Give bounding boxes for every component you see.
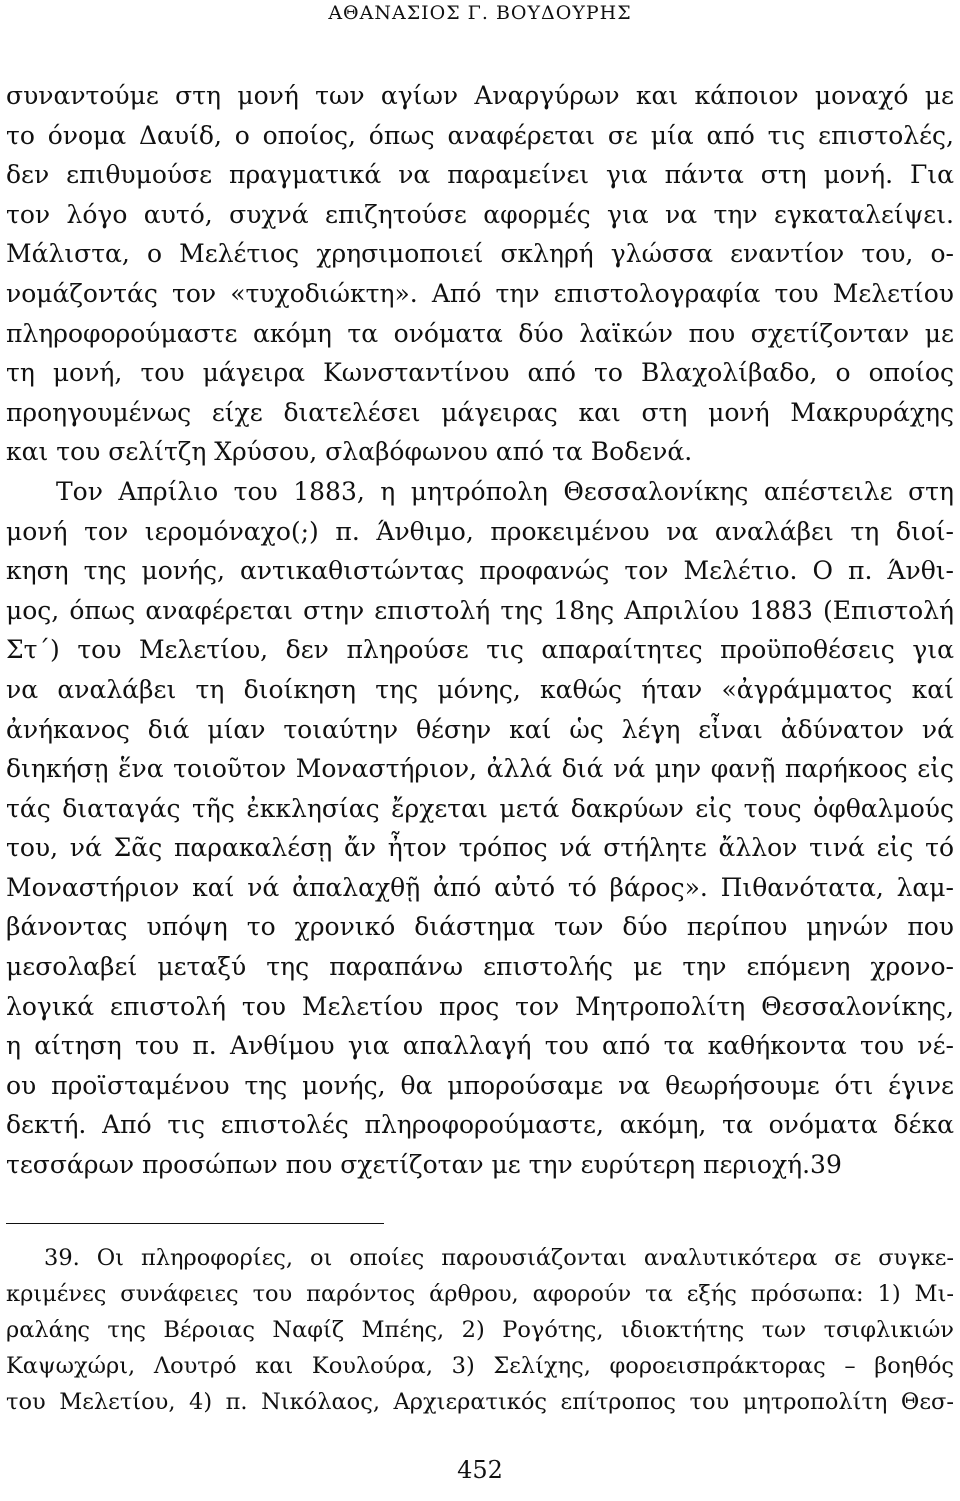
- footnote-line: ραλάης της Βέροιας Ναφίζ Μπέης, 2) Ρογότης, ιδιοκτήτης των τσιφλικιών: [6, 1317, 954, 1343]
- text-line: ου προϊσταμένου της μονής, θα μπορούσαμε να θεωρήσουμε ότι έγινε: [6, 1070, 954, 1100]
- text-line: τη μονή, του μάγειρα Κωνσταντίνου από το Βλαχολίβαδο, ο οποίος: [6, 358, 954, 388]
- footnote-line: 39. Οι πληροφορίες, οι οποίες παρουσιάζονται αναλυτικότερα σε συγκε-: [44, 1245, 954, 1271]
- text-line: διηκήσῃ ἕνα τοιοῦτον Μοναστήριον, ἀλλά διά νά μην φανῇ παρήκοος εἰς: [6, 754, 954, 784]
- text-line: συναντούμε στη μονή των αγίων Αναργύρων και κάποιον μοναχό με: [6, 81, 954, 110]
- text-line: μος, όπως αναφέρεται στην επιστολή της 18ης Απριλίου 1883 (Επιστολή: [6, 595, 954, 625]
- text-line: μονή τον ιερομόναχο(;) π. Άνθιμο, προκειμένου να αναλάβει τη διοί-: [6, 516, 954, 546]
- text-line: λογικά επιστολή του Μελετίου προς τον Μητροπολίτη Θεσσαλονίκης,: [6, 991, 954, 1021]
- footnote-line: Καψωχώρι, Λουτρό και Κουλούρα, 3) Σελίχης, φοροεισπράκτορας – βοηθός: [6, 1353, 954, 1379]
- footnote-divider: [6, 1223, 384, 1224]
- text-line: τον λόγο αυτό, συχνά επιζητούσε αφορμές για να την εγκαταλείψει.: [6, 199, 954, 229]
- footnote-line: του Μελετίου, 4) π. Νικόλαος, Αρχιερατικός επίτροπος του μητροπολίτη Θεσ-: [6, 1389, 954, 1415]
- text-line: του, νά Σᾶς παρακαλέσῃ ἄν ἦτον τρόπος νά στήλητε ἄλλον τινά εἰς τό: [6, 833, 954, 863]
- main-text: [6, 76, 954, 1185]
- text-line: και του σελίτζη Χρύσου, σλαβόφωνου από τα Βοδενά.: [6, 437, 693, 467]
- text-line: κηση της μονής, αντικαθιστώντας προφανώς τον Μελέτιο. Ο π. Άνθι-: [6, 556, 954, 586]
- text-line: Τον Απρίλιο του 1883, η μητρόπολη Θεσσαλονίκης απέστειλε στη: [56, 476, 954, 506]
- page-number: 452: [457, 1456, 503, 1484]
- text-line: η αίτηση του π. Ανθίμου για απαλλαγή του από τα καθήκοντα του νέ-: [6, 1031, 954, 1061]
- text-line: μεσολαβεί μεταξύ της παραπάνω επιστολής με την επόμενη χρονο-: [6, 952, 954, 982]
- text-line: τεσσάρων προσώπων που σχετίζοταν με την ευρύτερη περιοχή.39: [6, 1150, 842, 1180]
- running-head: ΑΘΑΝΑΣΙΟΣ Γ. ΒΟΥΔΟΥΡΗΣ: [328, 2, 632, 24]
- text-line: ἀνήκανος διά μίαν τοιαύτην θέσην καί ὡς λέγη εἶναι ἀδύνατον νά: [6, 714, 954, 744]
- text-line: πληροφορούμαστε ακόμη τα ονόματα δύο λαϊκών που σχετίζονταν με: [6, 318, 954, 348]
- text-line: νομάζοντάς τον «τυχοδιώκτη». Από την επιστολογραφία του Μελετίου: [6, 278, 954, 308]
- text-line: δεκτή. Από τις επιστολές πληροφορούμαστε, ακόμη, τα ονόματα δέκα: [6, 1110, 954, 1140]
- text-line: να αναλάβει τη διοίκηση της μόνης, καθώς ήταν «ἀγράμματος καί: [6, 674, 954, 704]
- footnote-line: κριμένες συνάφειες του παρόντος άρθρου, αφορούν τα εξής πρόσωπα: 1) Μι-: [6, 1281, 954, 1307]
- text-line: Μοναστήριον καί νά ἀπαλαχθῇ ἀπό αὐτό τό βάρος». Πιθανότατα, λαμ-: [6, 872, 954, 902]
- text-line: προηγουμένως είχε διατελέσει μάγειρας και στη μονή Μακρυράχης: [6, 397, 954, 427]
- text-line: δεν επιθυμούσε πραγματικά να παραμείνει για πάντα στη μονή. Για: [6, 160, 954, 190]
- text-line: το όνομα Δαυίδ, ο οποίος, όπως αναφέρεται σε μία από τις επιστολές,: [6, 120, 954, 150]
- text-line: Στ΄) του Μελετίου, δεν πληρούσε τις απαραίτητες προϋποθέσεις για: [6, 635, 954, 665]
- text-line: Μάλιστα, ο Μελέτιος χρησιμοποιεί σκληρή γλώσσα εναντίον του, ο-: [6, 239, 954, 269]
- footnotes: [6, 1240, 954, 1420]
- text-line: τάς διαταγάς τῆς ἐκκλησίας ἔρχεται μετά δακρύων εἰς τους ὀφθαλμούς: [6, 793, 954, 823]
- text-line: βάνοντας υπόψη το χρονικό διάστημα των δύο περίπου μηνών που: [6, 912, 954, 942]
